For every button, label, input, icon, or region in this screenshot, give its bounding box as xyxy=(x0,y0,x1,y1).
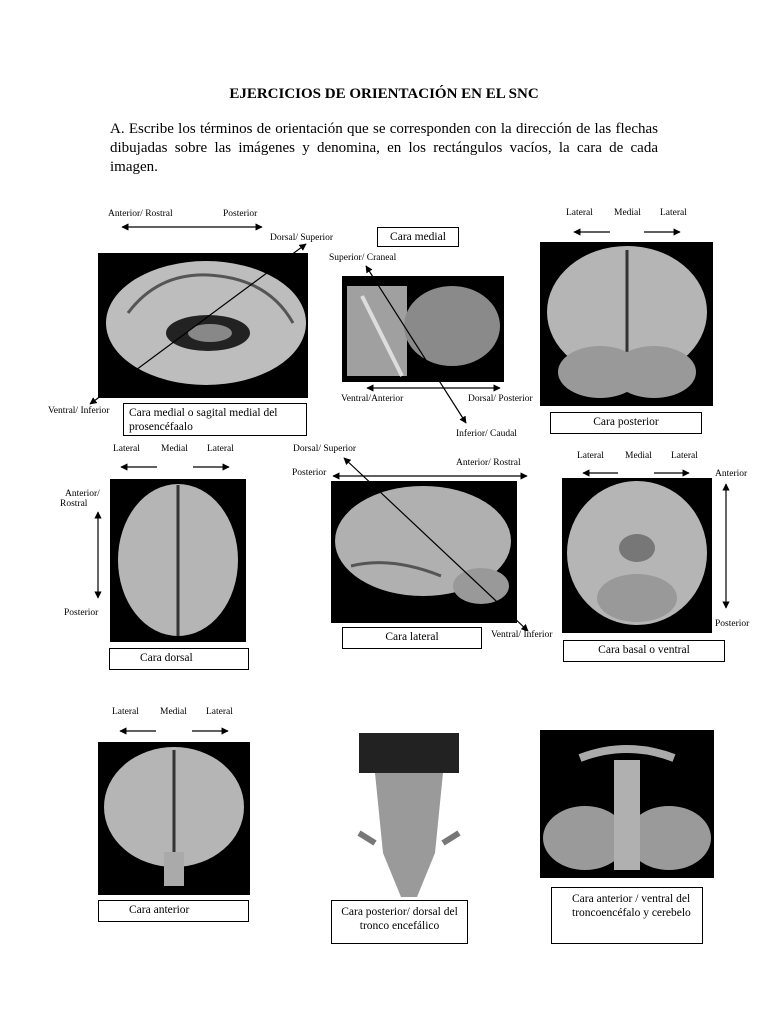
instructions: A. Escribe los términos de orientación que se corresponden con la dirección de las flechas dibujadas sobre las imágenes y denomina, en los rectángulos vacíos, la cara de cada imagen. xyxy=(110,121,658,175)
p8-caption-box: Cara posterior/ dorsal del tronco encefálico xyxy=(331,900,468,944)
anterior-brain-image xyxy=(98,742,250,895)
p4-rostral-label: Rostral xyxy=(60,499,88,509)
ventral-brainstem-cerebellum-image xyxy=(540,730,714,878)
basal-brain-image xyxy=(562,478,712,633)
p6-caption-box: Cara basal o ventral xyxy=(563,640,725,662)
p5-dorsal-superior-label: Dorsal/ Superior xyxy=(293,444,357,454)
p4-medial-label: Medial xyxy=(161,444,188,454)
dorsal-brainstem-image xyxy=(355,733,463,897)
dorsal-brain-image xyxy=(110,479,246,642)
lateral-brain-image xyxy=(331,481,517,623)
p4-caption-box: Cara dorsal xyxy=(109,648,249,670)
p5-anterior-rostral-label: Anterior/ Rostral xyxy=(456,458,521,468)
p4-posterior-label: Posterior xyxy=(64,608,99,618)
p6-posterior-label: Posterior xyxy=(715,619,750,629)
p7-lateral-left-label: Lateral xyxy=(112,707,139,717)
p1-dorsal-superior-label: Dorsal/ Superior xyxy=(270,233,334,243)
p3-lateral-right-label: Lateral xyxy=(660,208,687,218)
p2-caption-box: Cara medial xyxy=(377,227,459,247)
p4-lateral-left-label: Lateral xyxy=(113,444,140,454)
p2-dorsal-posterior-label: Dorsal/ Posterior xyxy=(468,394,533,404)
p6-medial-label: Medial xyxy=(625,451,652,461)
p3-medial-label: Medial xyxy=(614,208,641,218)
p7-caption-box: Cara anterior xyxy=(98,900,249,922)
p7-medial-label: Medial xyxy=(160,707,187,717)
page-title: EJERCICIOS DE ORIENTACIÓN EN EL SNC xyxy=(229,86,539,102)
p5-ventral-inferior-label: Ventral/ Inferior xyxy=(491,630,553,640)
p6-lateral-left-label: Lateral xyxy=(577,451,604,461)
p5-posterior-label: Posterior xyxy=(292,468,327,478)
p2-superior-craneal-label: Superior/ Craneal xyxy=(329,253,397,263)
p1-anterior-rostral-label: Anterior/ Rostral xyxy=(108,209,173,219)
p9-caption-box: Cara anterior / ventral del troncoencéfalo y cerebelo xyxy=(551,887,703,944)
p3-caption-box: Cara posterior xyxy=(550,412,702,434)
p3-lateral-left-label: Lateral xyxy=(566,208,593,218)
p5-caption-box: Cara lateral xyxy=(342,627,482,649)
p4-lateral-right-label: Lateral xyxy=(207,444,234,454)
p6-anterior-label: Anterior xyxy=(715,469,748,479)
medial-forebrain-image xyxy=(98,253,308,398)
p2-ventral-anterior-label: Ventral/Anterior xyxy=(341,394,404,404)
p2-inferior-caudal-label: Inferior/ Caudal xyxy=(456,429,517,439)
p1-posterior-label: Posterior xyxy=(223,209,258,219)
posterior-brain-image xyxy=(540,242,713,406)
p1-caption-box: Cara medial o sagital medial del prosencéfaalo xyxy=(123,403,307,436)
p7-lateral-right-label: Lateral xyxy=(206,707,233,717)
p1-ventral-inferior-label: Ventral/ Inferior xyxy=(48,406,110,416)
p4-anterior-label: Anterior/ xyxy=(65,489,100,499)
p6-lateral-right-label: Lateral xyxy=(671,451,698,461)
medial-brainstem-image xyxy=(342,276,504,382)
